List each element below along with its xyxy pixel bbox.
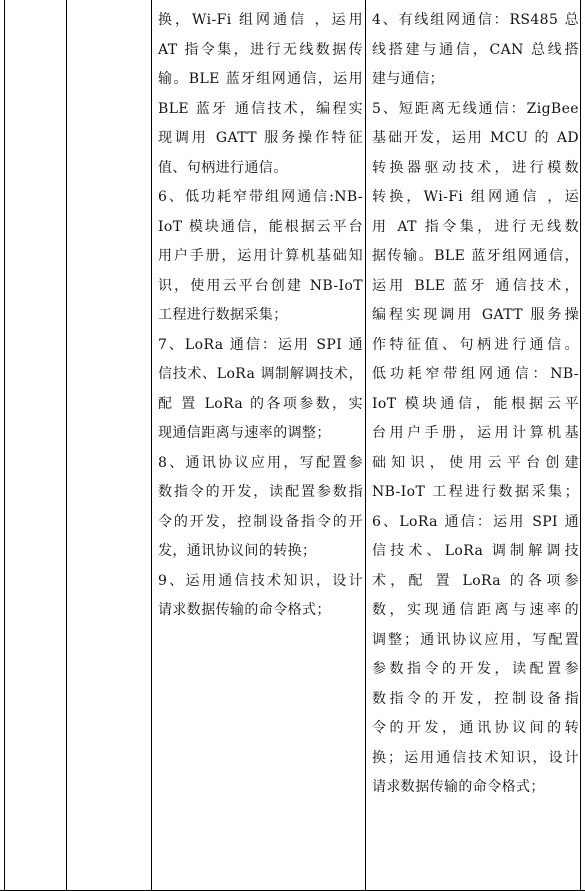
text-line: 运用 BLE 蓝牙 通信技术，	[372, 277, 579, 294]
text-line: 调整；通讯协议应用，写配置	[372, 631, 579, 648]
text-line: 信技术、LoRa 调制解调技	[372, 543, 579, 559]
table-cell-content-primary	[158, 6, 363, 626]
text-line: 发，通讯协议间的转换；	[158, 543, 317, 559]
text-line: 8、通讯协议应用，写配置参	[158, 454, 363, 471]
text-line: 础知识，使用云平台创建	[372, 454, 579, 471]
text-line: 建与通信；	[372, 71, 444, 87]
text-line: 据传输。BLE 蓝牙组网通信，	[372, 248, 579, 264]
text-line: 值、句柄进行通信。	[158, 159, 288, 176]
text-line: 请求数据传输的命令格式；	[372, 779, 545, 795]
text-line: 基础开发，运用 MCU 的 AD	[372, 130, 579, 146]
table-column-divider-2	[151, 0, 152, 891]
text-line: 台用户手册，运用计算机基	[372, 425, 579, 441]
text-line: 换；运用通信技术知识，设计	[372, 749, 579, 766]
text-line: 输。BLE 蓝牙组网通信，运用	[158, 71, 363, 87]
text-line: 用户手册，运用计算机基础知	[158, 248, 363, 264]
text-line: AT 指令集，进行无线数据传	[158, 41, 363, 58]
text-line: 识，使用云平台创建 NB-IoT	[158, 277, 363, 294]
text-line: 信技术、LoRa 调制解调技术，	[158, 366, 363, 382]
text-line: 转换器驱动技术，进行模数	[372, 159, 579, 176]
text-line: 换，Wi-Fi 组网通信 ，运用	[158, 12, 363, 28]
text-line: NB-IoT 工程进行数据采集；	[372, 484, 579, 500]
text-line: 编程实现调用 GATT 服务操	[372, 307, 579, 323]
text-line: 用 AT 指令集，进行无线数	[372, 218, 579, 235]
text-line: 转换，Wi-Fi 组网通信 ，运	[372, 189, 579, 205]
text-line: 6、LoRa 通信：运用 SPI 通	[372, 513, 579, 530]
text-line: 参数指令的开发，读配置参	[372, 661, 579, 677]
text-line: 6、低功耗窄带组网通信:NB-	[158, 189, 363, 205]
text-line: 现通信距离与速率的调整；	[158, 425, 331, 441]
table-column-divider-3	[365, 0, 366, 891]
text-line: 9、运用通信技术知识，设计	[158, 572, 363, 589]
table-cell-content-secondary	[372, 6, 579, 803]
table-border-left	[4, 0, 5, 891]
text-line: IoT 模块通信，能根据云平	[372, 395, 579, 412]
text-line: 4、有线组网通信：RS485 总	[372, 12, 579, 28]
text-line: 低功耗窄带组网通信：NB-	[372, 366, 579, 382]
text-line: 配 置 LoRa 的各项参数，实	[158, 395, 363, 412]
table-column-divider-1	[66, 0, 67, 891]
text-line: 数指令的开发，读配置参数指	[158, 484, 363, 500]
text-line: 工程进行数据采集；	[158, 307, 288, 323]
text-line: 数指令的开发，控制设备指	[372, 690, 579, 707]
text-line: 作特征值、句柄进行通信。	[372, 336, 579, 353]
text-line: 7、LoRa 通信：运用 SPI 通	[158, 336, 363, 353]
text-line: 现调用 GATT 服务操作特征	[158, 130, 363, 146]
text-line: 5、短距离无线通信：ZigBee	[372, 100, 579, 117]
text-line: IoT 模块通信，能根据云平台	[158, 218, 363, 235]
text-line: 术，配 置 LoRa 的各项参	[372, 572, 579, 589]
text-line: 请求数据传输的命令格式；	[158, 602, 331, 618]
text-line: 线搭建与通信，CAN 总线搭	[372, 41, 579, 58]
text-line: 令的开发，通讯协议间的转	[372, 720, 579, 736]
text-line: BLE 蓝牙 通信技术，编程实	[158, 100, 363, 117]
text-line: 令的开发，控制设备指令的开	[158, 513, 363, 530]
table-border-right	[580, 0, 581, 891]
text-line: 数，实现通信距离与速率的	[372, 602, 579, 618]
